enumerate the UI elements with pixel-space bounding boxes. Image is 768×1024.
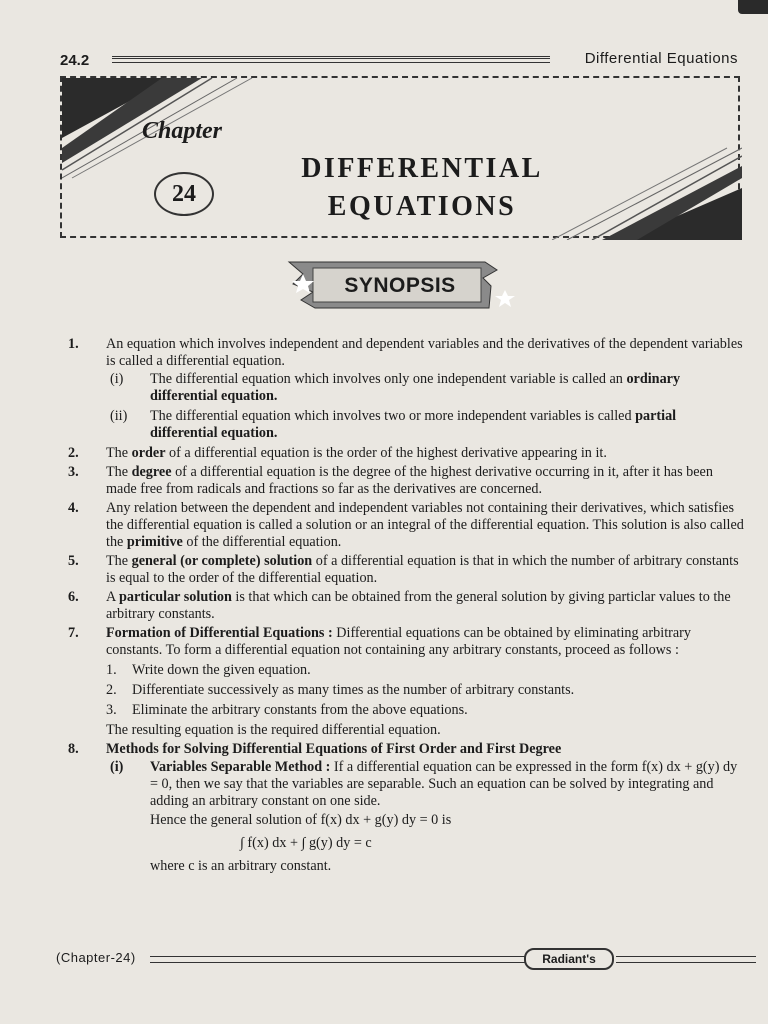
list-item: 1. An equation which involves independent and dependent variables and the derivatives of the dependent variables is called a differential equation. (i) The differential equation which involves only one independent variable is called an ordinary differential equation. (ii) The differential equation which involves two or more independent variables is called partial differential equation.: [60, 336, 746, 442]
step-item: 2. Differentiate successively as many times as the number of arbitrary constants.: [106, 682, 575, 698]
list-item: 5. The general (or complete) solution of a differential equation is that in which the number of arbitrary constants is equal to the order of the differential equation.: [68, 553, 739, 586]
chapter-title-line1: DIFFERENTIAL: [301, 153, 543, 184]
list-item: 7. Formation of Differential Equations : Differential equations can be obtained by eliminating arbitrary constants. To form a differential equation not containing any arbitrary constants, proceed as follows : 1. Write down the given equation. 2. Differentiate successively as many times as the number of arbitrary constants. 3. Eliminate the arbitrary constants from the above equations. The resulting equation is the required differential equation.: [60, 625, 746, 739]
chapter-label: Chapter: [142, 118, 223, 144]
chapter-number-badge: 24: [154, 172, 214, 216]
list-item: 6. A particular solution is that which can be obtained from the general solution by giving particlar values to the arbitrary constants.: [68, 589, 731, 622]
page-edge-shadow: [738, 0, 768, 14]
chapter-title-line2: EQUATIONS: [327, 191, 517, 222]
page-header: [60, 50, 738, 72]
list-item: 3. The degree of a differential equation is the degree of the highest derivative occurring in it, after it has been made free from radicals and fractions so far as the derivatives are concerned.: [68, 464, 713, 497]
publisher-badge: Radiant's: [524, 948, 614, 970]
list-item: 8. Methods for Solving Differential Equations of First Order and First Degree (i) Variables Separable Method : If a differential equation can be expressed in the form f(x) dx + g(y) dy = 0, then we say that the variables are separable. Such an equation can be solved by integrating and adding an arbitrary constant on one side. Hence the general solution of f(x) dx + g(y) dy = 0 is ∫ f(x) dx + ∫ g(y) dy = c where c is an arbitrary constant.: [60, 741, 746, 875]
sub-item: (ii) The differential equation which involves two or more independent variables is called partial differential equation.: [110, 408, 677, 441]
step-item: 3. Eliminate the arbitrary constants from the above equations.: [106, 702, 468, 718]
step-item: 1. Write down the given equation.: [106, 662, 311, 678]
footer-rule: [616, 956, 756, 963]
sub-item: (i) Variables Separable Method : If a differential equation can be expressed in the form f(x) dx + g(y) dy = 0, then we say that the variables are separable. Such an equation can be solved by integrating and adding an arbitrary constant on one side. Hence the general solution of f(x) dx + g(y) dy = 0 is ∫ f(x) dx + ∫ g(y) dy = c where c is an arbitrary constant.: [106, 759, 746, 875]
synopsis-badge: [285, 258, 521, 312]
sub-item: (i) The differential equation which involves only one independent variable is called an ordinary differential equation.: [110, 371, 681, 404]
header-rule: [112, 56, 550, 63]
list-item: 2. The order of a differential equation is the order of the highest derivative appearing in it.: [68, 445, 607, 461]
chapter-title: [262, 150, 582, 226]
page-footer: [56, 948, 756, 972]
star-icon: [495, 290, 515, 307]
running-title: Differential Equations: [584, 50, 738, 67]
page-number: 24.2: [60, 52, 90, 69]
synopsis-label: SYNOPSIS: [344, 274, 456, 297]
list-item: 4. Any relation between the dependent and independent variables not containing their derivatives, which satisfies the differential equation is called a solution or an integral of the differential equation. This solution is also called the primitive of the differential equation.: [68, 500, 744, 550]
formula: ∫ f(x) dx + ∫ g(y) dy = c: [240, 835, 372, 851]
synopsis-content: [60, 336, 746, 878]
chapter-banner: [60, 76, 740, 238]
footer-chapter-ref: (Chapter-24): [56, 950, 136, 965]
